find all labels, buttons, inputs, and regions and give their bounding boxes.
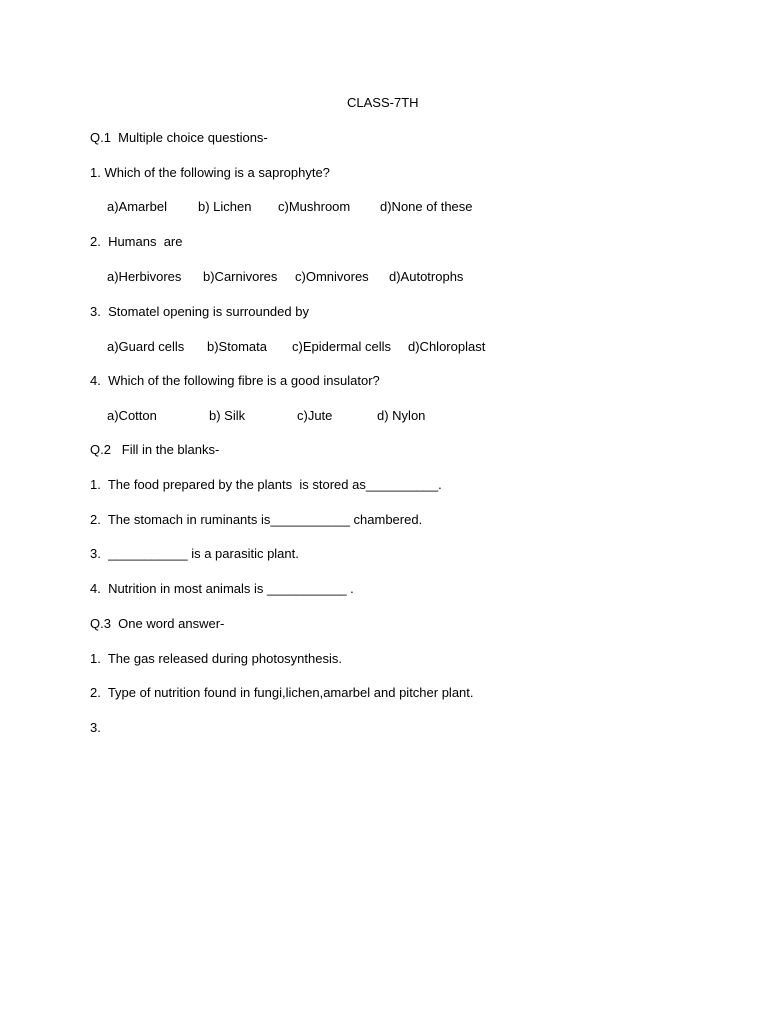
option-d: d)Chloroplast <box>408 339 486 354</box>
option-a: a)Herbivores <box>107 269 182 284</box>
q2-item-4: 4. Nutrition in most animals is ___________ . <box>90 581 354 596</box>
page-title: CLASS-7TH <box>347 95 419 110</box>
q3-item-1: 1. The gas released during photosynthesis. <box>90 651 342 666</box>
q1-question-1: 1. Which of the following is a saprophyte? <box>90 165 330 180</box>
option-c: c)Jute <box>297 408 333 423</box>
option-a: a)Cotton <box>107 408 157 423</box>
option-b: b) Silk <box>209 408 246 423</box>
q1-heading: Q.1 Multiple choice questions- <box>90 130 268 145</box>
q2-item-2: 2. The stomach in ruminants is___________ chambered. <box>90 512 423 527</box>
option-b: b)Stomata <box>207 339 267 354</box>
option-a: a)Amarbel <box>107 199 167 214</box>
q1-question-3: 3. Stomatel opening is surrounded by <box>90 304 309 319</box>
q3-item-3: 3. <box>90 720 101 735</box>
option-c: c)Epidermal cells <box>292 339 391 354</box>
option-c: c)Mushroom <box>278 199 351 214</box>
q3-heading: Q.3 One word answer- <box>90 616 225 631</box>
option-b: b)Carnivores <box>203 269 278 284</box>
q1-question-4: 4. Which of the following fibre is a good insulator? <box>90 373 380 388</box>
option-a: a)Guard cells <box>107 339 185 354</box>
q2-heading: Q.2 Fill in the blanks- <box>90 442 220 457</box>
option-d: d)Autotrophs <box>389 269 464 284</box>
q2-item-3: 3. ___________ is a parasitic plant. <box>90 546 299 561</box>
q1-question-2: 2. Humans are <box>90 234 183 249</box>
option-b: b) Lichen <box>198 199 252 214</box>
option-d: d)None of these <box>380 199 473 214</box>
q2-item-1: 1. The food prepared by the plants is stored as__________. <box>90 477 442 492</box>
option-c: c)Omnivores <box>295 269 369 284</box>
q3-item-2: 2. Type of nutrition found in fungi,lichen,amarbel and pitcher plant. <box>90 685 474 700</box>
option-d: d) Nylon <box>377 408 426 423</box>
